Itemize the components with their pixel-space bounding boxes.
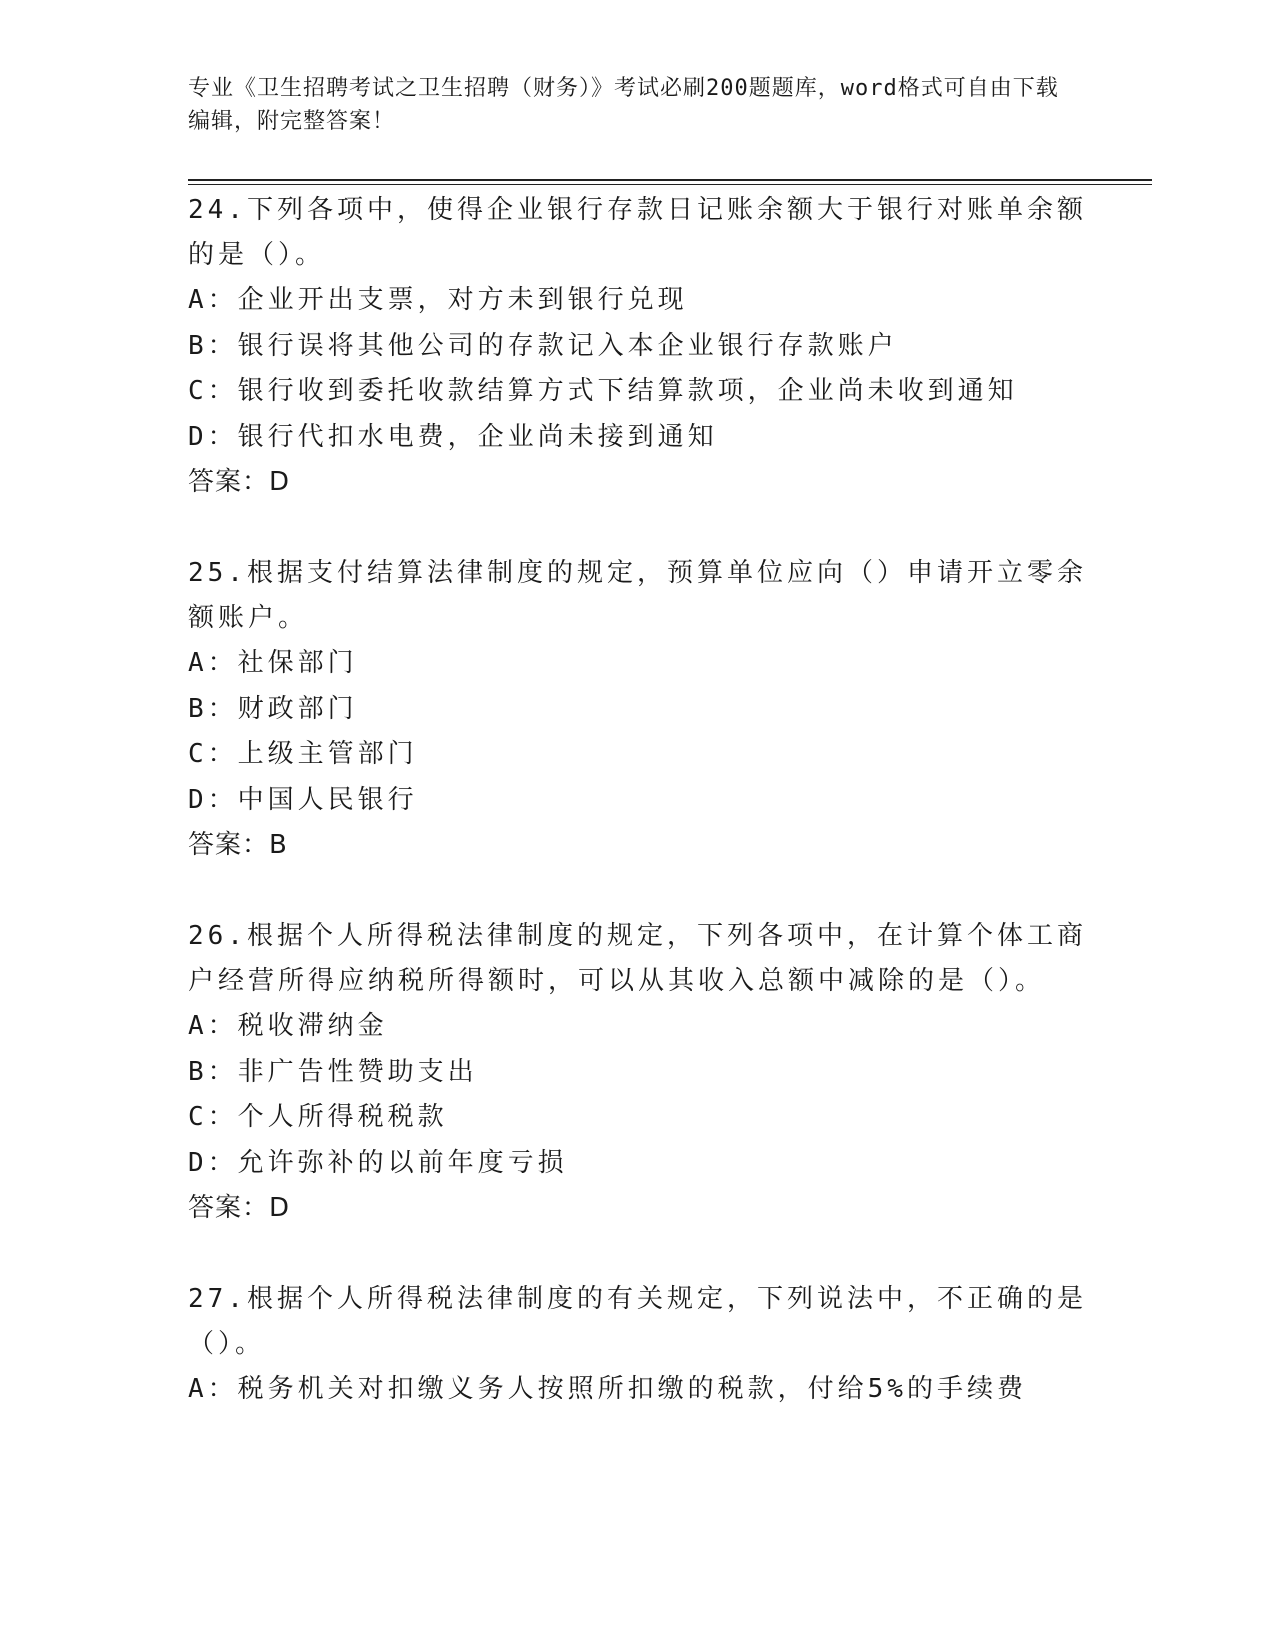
header-divider-thick xyxy=(188,179,1152,181)
answer: 答案：B xyxy=(188,830,288,860)
option-c: C：上级主管部门 xyxy=(188,739,418,769)
option-b: B：非广告性赞助支出 xyxy=(188,1056,478,1087)
question-text: 26.根据个人所得税法律制度的规定，下列各项中，在计算个体工商户经营所得应纳税所得额时，可以从其收入总额中减除的是（）。 xyxy=(188,921,1087,996)
option-a: A：税务机关对扣缴义务人按照所扣缴的税款，付给5%的手续费 xyxy=(188,1374,1027,1404)
option-c: C：个人所得税税款 xyxy=(188,1102,448,1132)
option-a: A：社保部门 xyxy=(188,648,358,678)
question-list xyxy=(188,188,1088,1459)
header-divider-thin xyxy=(188,184,1152,185)
option-d: D：银行代扣水电费，企业尚未接到通知 xyxy=(188,421,718,452)
question-text: 27.根据个人所得税法律制度的有关规定，下列说法中，不正确的是（）。 xyxy=(188,1284,1087,1359)
document-header: 专业《卫生招聘考试之卫生招聘（财务）》考试必刷200题题库，word格式可自由下载编辑，附完整答案！ xyxy=(188,76,1059,134)
option-d: D：中国人民银行 xyxy=(188,784,418,815)
option-b: B：银行误将其他公司的存款记入本企业银行存款账户 xyxy=(188,330,898,361)
question-27 xyxy=(188,1277,1088,1413)
option-b: B：财政部门 xyxy=(188,693,358,724)
question-text: 25.根据支付结算法律制度的规定，预算单位应向（）申请开立零余额账户。 xyxy=(188,558,1087,633)
option-d: D：允许弥补的以前年度亏损 xyxy=(188,1147,568,1178)
question-24 xyxy=(188,188,1088,505)
option-a: A：税收滞纳金 xyxy=(188,1011,388,1041)
option-a: A：企业开出支票，对方未到银行兑现 xyxy=(188,285,688,315)
answer: 答案：D xyxy=(188,467,291,497)
option-c: C：银行收到委托收款结算方式下结算款项，企业尚未收到通知 xyxy=(188,376,1018,406)
question-25 xyxy=(188,551,1088,868)
question-26 xyxy=(188,914,1088,1231)
question-text: 24.下列各项中，使得企业银行存款日记账余额大于银行对账单余额的是（）。 xyxy=(188,195,1087,270)
answer: 答案：D xyxy=(188,1193,291,1223)
